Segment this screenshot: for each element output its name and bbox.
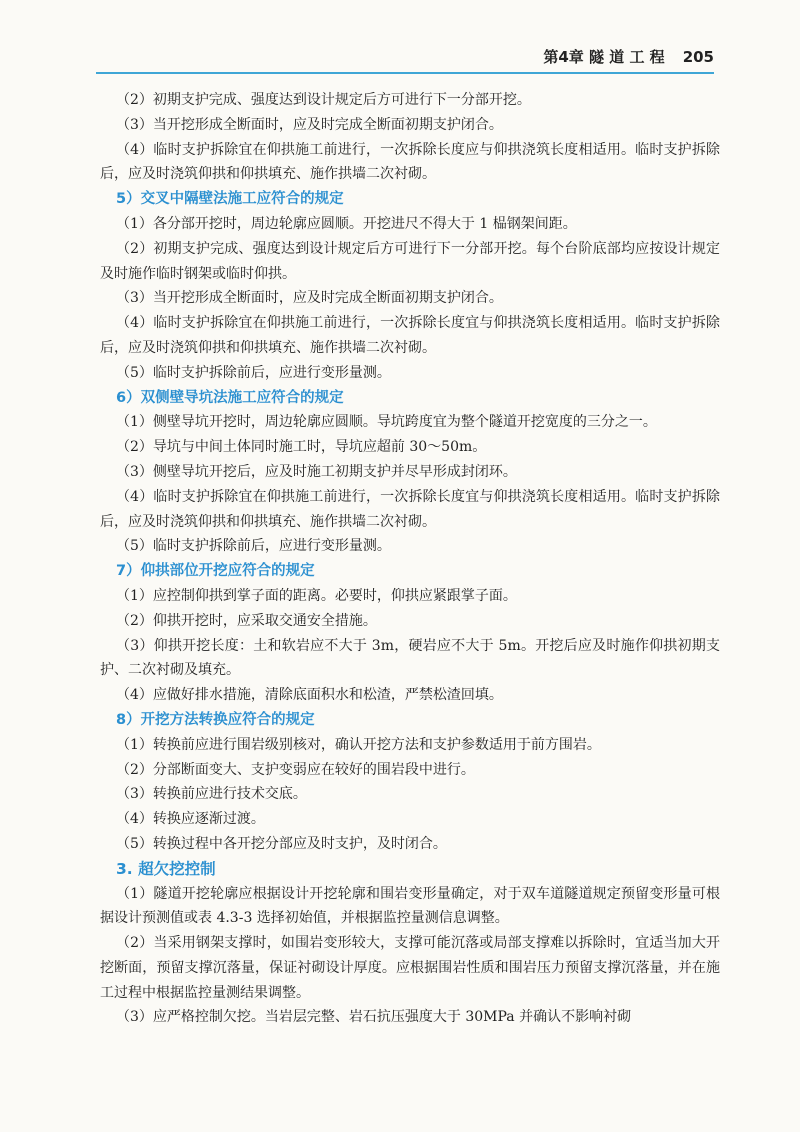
paragraph: （2）初期支护完成、强度达到设计规定后方可进行下一分部开挖。每个台阶底部均应按设计规定及时施作临时钢架或临时仰拱。 (100, 240, 720, 282)
paragraph: （1）各分部开挖时，周边轮廓应圆顺。开挖进尺不得大于 1 榀钢架间距。 (116, 215, 577, 232)
section-heading: 6）双侧壁导坑法施工应符合的规定 (116, 389, 344, 406)
paragraph: （5）临时支护拆除前后，应进行变形量测。 (116, 364, 391, 381)
paragraph: （4）应做好排水措施，清除底面积水和松渣，严禁松渣回填。 (116, 687, 503, 704)
page-number: 205 (682, 48, 714, 66)
header-text (543, 46, 714, 67)
paragraph: （2）初期支护完成、强度达到设计规定后方可进行下一分部开挖。 (116, 92, 531, 108)
section-heading: 7）仰拱部位开挖应符合的规定 (116, 563, 315, 580)
paragraph: （4）临时支护拆除宜在仰拱施工前进行，一次拆除长度宜与仰拱浇筑长度相适用。临时支护拆除后，应及时浇筑仰拱和仰拱填充、施作拱墙二次衬砌。 (100, 315, 720, 356)
paragraph: （5）转换过程中各开挖分部应及时支护，及时闭合。 (116, 835, 447, 852)
paragraph: （3）转换前应进行技术交底。 (116, 786, 307, 803)
paragraph: （2）仰拱开挖时，应采取交通安全措施。 (116, 612, 377, 629)
paragraph: （2）导坑与中间土体同时施工时，导坑应超前 30～50m。 (116, 439, 487, 456)
paragraph: （3）仰拱开挖长度：土和软岩应不大于 3m，硬岩应不大于 5m。开挖后应及时施作仰拱初期支护、二次衬砌及填充。 (100, 637, 720, 679)
paragraph: （1）侧壁导坑开挖时，周边轮廓应圆顺。导坑跨度宜为整个隧道开挖宽度的三分之一。 (116, 414, 657, 431)
chapter-title: 第4章 隧 道 工 程 (543, 48, 665, 66)
paragraph: （3）当开挖形成全断面时，应及时完成全断面初期支护闭合。 (116, 290, 503, 307)
paragraph: （4）临时支护拆除宜在仰拱施工前进行，一次拆除长度应与仰拱浇筑长度相适用。临时支护拆除后，应及时浇筑仰拱和仰拱填充、施作拱墙二次衬砌。 (100, 141, 720, 183)
section-heading: 3. 超欠挖控制 (116, 859, 216, 878)
paragraph: （2）当采用钢架支撑时，如围岩变形较大，支撑可能沉落或局部支撑难以拆除时，宜适当加大开挖断面，预留支撑沉落量，保证衬砌设计厚度。应根据围岩性质和围岩压力预留支撑沉落量，并在施工过程中根据监控量测结果调整。 (100, 935, 720, 1001)
paragraph: （3）侧壁导坑开挖后，应及时施工初期支护并尽早形成封闭环。 (116, 463, 517, 480)
paragraph: （1）转换前应进行围岩级别核对，确认开挖方法和支护参数适用于前方围岩。 (116, 736, 601, 753)
paragraph: （3）当开挖形成全断面时，应及时完成全断面初期支护闭合。 (116, 116, 503, 133)
paragraph: （4）转换应逐渐过渡。 (116, 811, 265, 828)
paragraph: （3）应严格控制欠挖。当岩层完整、岩石抗压强度大于 30MPa 并确认不影响衬砌 (116, 1009, 632, 1026)
paragraph: （4）临时支护拆除宜在仰拱施工前进行，一次拆除长度宜与仰拱浇筑长度相适用。临时支护拆除后，应及时浇筑仰拱和仰拱填充、施作拱墙二次衬砌。 (100, 488, 720, 530)
page-body (100, 88, 720, 1030)
section-heading: 5）交叉中隔壁法施工应符合的规定 (116, 191, 344, 208)
page-header (96, 44, 714, 74)
paragraph: （1）应控制仰拱到掌子面的距离。必要时，仰拱应紧跟掌子面。 (116, 587, 517, 604)
section-heading: 8）开挖方法转换应符合的规定 (116, 711, 315, 728)
paragraph: （2）分部断面变大、支护变弱应在较好的围岩段中进行。 (116, 761, 475, 778)
paragraph: （1）隧道开挖轮廓应根据设计开挖轮廓和围岩变形量确定，对于双车道隧道规定预留变形量可根据设计预测值或表 4.3-3 选择初始值，并根据监控量测信息调整。 (100, 885, 720, 927)
paragraph: （5）临时支护拆除前后，应进行变形量测。 (116, 538, 391, 555)
